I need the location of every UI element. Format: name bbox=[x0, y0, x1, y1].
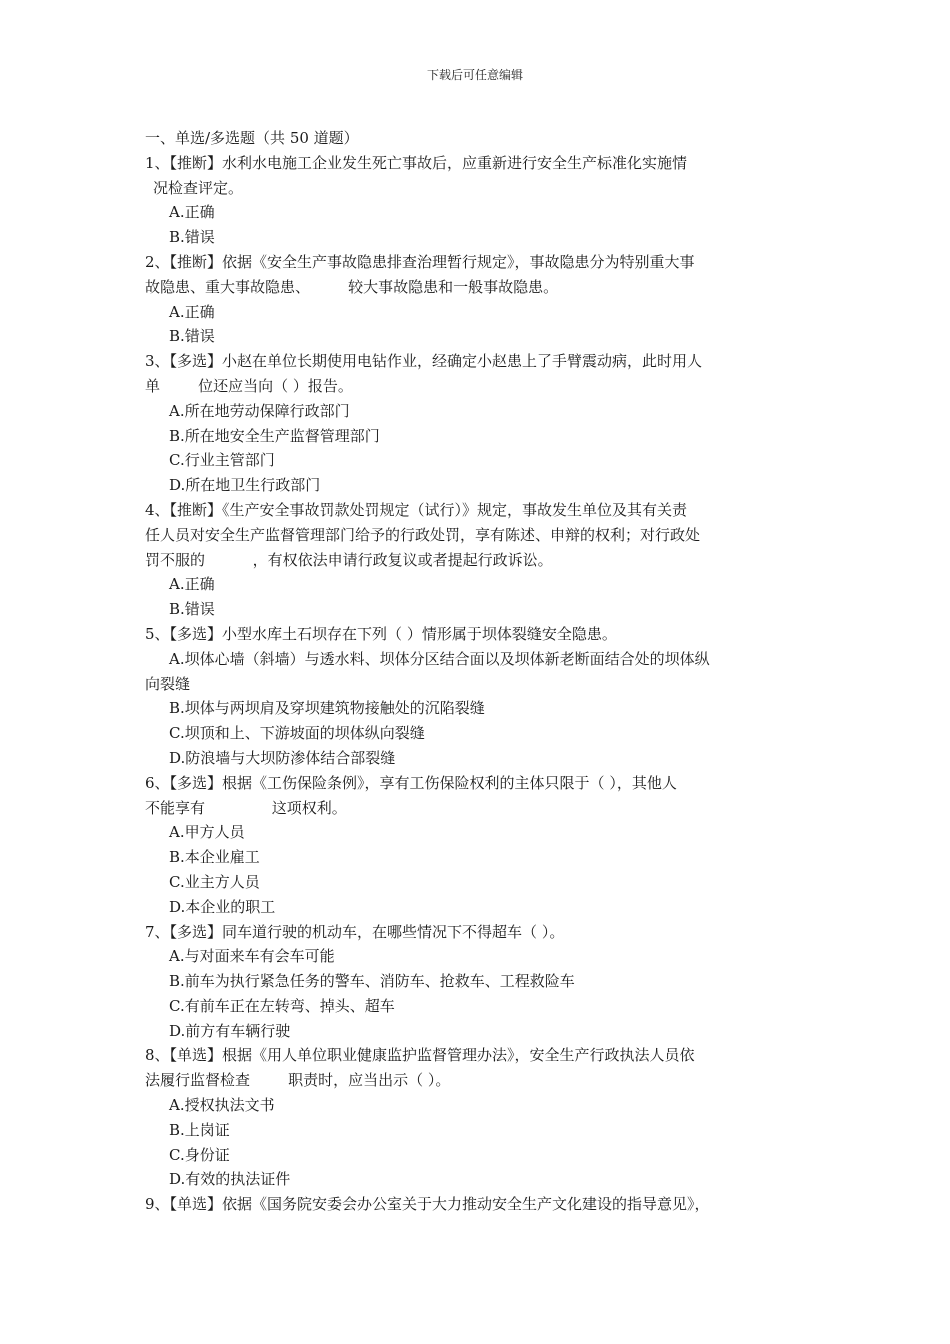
option: A.与对面来车有会车可能 bbox=[169, 947, 335, 966]
option: B.错误 bbox=[169, 228, 215, 247]
option: C.身份证 bbox=[169, 1145, 230, 1164]
question-text: 单 位还应当向（ ）报告。 bbox=[145, 376, 353, 395]
question-2 bbox=[145, 250, 820, 349]
option: D.防浪墙与大坝防渗体结合部裂缝 bbox=[169, 748, 396, 767]
option: A.授权执法文书 bbox=[169, 1096, 275, 1115]
question-7 bbox=[145, 920, 820, 1044]
question-text: 任人员对安全生产监督管理部门给予的行政处罚，享有陈述、申辩的权利；对行政处 bbox=[145, 525, 701, 544]
option: A.坝体心墙（斜墙）与透水料、坝体分区结合面以及坝体新老断面结合处的坝体纵 bbox=[169, 649, 710, 668]
option: D.有效的执法证件 bbox=[169, 1170, 291, 1189]
option: C.行业主管部门 bbox=[169, 451, 275, 470]
question-6 bbox=[145, 771, 820, 920]
option: B.所在地安全生产监督管理部门 bbox=[169, 426, 380, 445]
option: C.坝顶和上、下游坡面的坝体纵向裂缝 bbox=[169, 724, 425, 743]
question-text: 况检查评定。 bbox=[153, 178, 244, 197]
document-body bbox=[145, 126, 820, 1217]
question-text: 不能享有 这项权利。 bbox=[145, 798, 347, 817]
question-text: 6、【多选】根据《工伤保险条例》，享有工伤保险权利的主体只限于（ ），其他人 bbox=[145, 773, 677, 792]
question-text: 8、【单选】根据《用人单位职业健康监护监督管理办法》，安全生产行政执法人员依 bbox=[145, 1046, 695, 1065]
question-text: 4、【推断】《生产安全事故罚款处罚规定（试行）》规定，事故发生单位及其有关责 bbox=[145, 500, 688, 519]
option: B.前车为执行紧急任务的警车、消防车、抢救车、工程救险车 bbox=[169, 972, 575, 991]
option: A.正确 bbox=[169, 302, 215, 321]
question-text: 5、【多选】小型水库土石坝存在下列（ ）情形属于坝体裂缝安全隐患。 bbox=[145, 624, 617, 643]
question-text: 7、【多选】同车道行驶的机动车，在哪些情况下不得超车（ ）。 bbox=[145, 922, 565, 941]
option: D.所在地卫生行政部门 bbox=[169, 476, 321, 495]
question-text: 法履行监督检查 职责时，应当出示（ ）。 bbox=[145, 1071, 451, 1090]
question-text: 故隐患、重大事故隐患、 较大事故隐患和一般事故隐患。 bbox=[145, 277, 559, 296]
option: D.前方有车辆行驶 bbox=[169, 1021, 291, 1040]
option: A.所在地劳动保障行政部门 bbox=[169, 401, 350, 420]
option: B.坝体与两坝肩及穿坝建筑物接触处的沉陷裂缝 bbox=[169, 699, 485, 718]
section-title: 一、单选/多选题（共 50 道题） bbox=[145, 129, 359, 147]
option: B.上岗证 bbox=[169, 1120, 230, 1139]
option: B.错误 bbox=[169, 600, 215, 619]
question-text: 2、【推断】依据《安全生产事故隐患排查治理暂行规定》，事故隐患分为特别重大事 bbox=[145, 252, 695, 271]
question-text: 9、【单选】依据《国务院安委会办公室关于大力推动安全生产文化建设的指导意见》， bbox=[145, 1195, 710, 1214]
question-1 bbox=[145, 151, 820, 250]
option: B.错误 bbox=[169, 327, 215, 346]
question-9 bbox=[145, 1192, 820, 1217]
option: C.有前车正在左转弯、掉头、超车 bbox=[169, 996, 395, 1015]
option: A.正确 bbox=[169, 203, 215, 222]
page-header: 下载后可任意编辑 bbox=[426, 68, 523, 82]
option-continuation: 向裂缝 bbox=[145, 674, 191, 693]
question-text: 1、【推断】水利水电施工企业发生死亡事故后，应重新进行安全生产标准化实施情 bbox=[145, 153, 688, 172]
option: D.本企业的职工 bbox=[169, 897, 276, 916]
question-4 bbox=[145, 498, 820, 622]
question-text: 3、【多选】小赵在单位长期使用电钻作业，经确定小赵患上了手臂震动病，此时用人 bbox=[145, 352, 703, 371]
option: A.正确 bbox=[169, 575, 215, 594]
option: A.甲方人员 bbox=[169, 823, 245, 842]
question-text: 罚不服的 ，有权依法申请行政复议或者提起行政诉讼。 bbox=[145, 550, 553, 569]
option: B.本企业雇工 bbox=[169, 848, 260, 867]
question-5 bbox=[145, 622, 820, 771]
option: C.业主方人员 bbox=[169, 872, 260, 891]
question-3 bbox=[145, 349, 820, 498]
question-8 bbox=[145, 1043, 820, 1192]
